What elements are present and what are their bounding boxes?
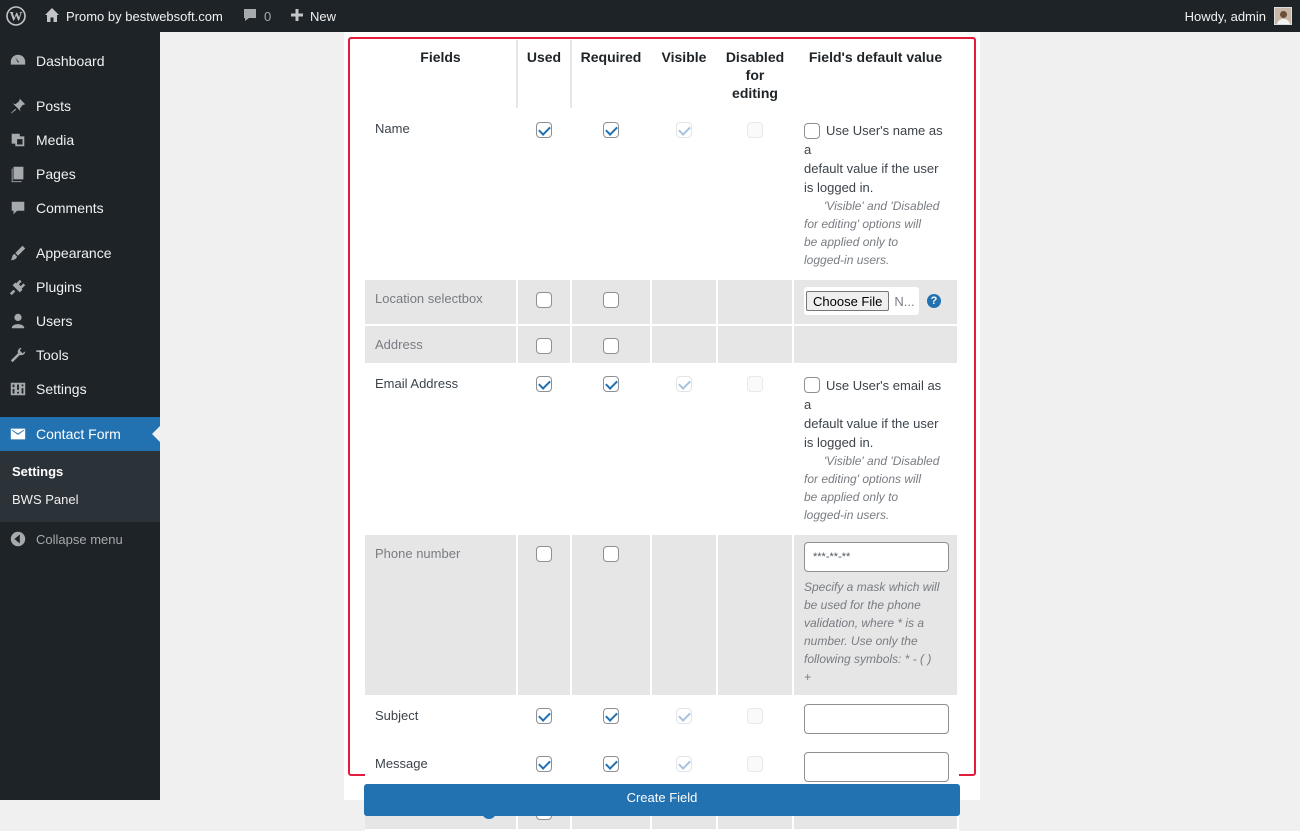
note-line: 'Visible' and 'Disabled xyxy=(824,453,940,468)
logged-in-note xyxy=(804,452,947,524)
note-line: logged-in users. xyxy=(804,253,890,267)
field-name: Subject xyxy=(375,707,419,723)
name-default-line: default value if the user xyxy=(804,161,939,176)
howdy-text: Howdy, admin xyxy=(1184,8,1266,24)
logged-in-note xyxy=(804,197,947,269)
use-user-name-checkbox[interactable] xyxy=(804,123,820,139)
field-name: Message xyxy=(375,755,428,771)
email-default-option xyxy=(804,376,947,452)
pages-icon xyxy=(0,165,36,183)
location-file-upload xyxy=(804,287,947,315)
header-default-value: Field's default value xyxy=(793,40,958,109)
required-checkbox[interactable] xyxy=(603,122,619,138)
table-row-subject xyxy=(365,696,958,744)
used-checkbox[interactable] xyxy=(536,546,552,562)
field-name: Email Address xyxy=(375,375,459,391)
comment-bubble-icon xyxy=(242,7,258,26)
phone-mask-help xyxy=(804,578,947,686)
envelope-icon xyxy=(0,425,36,443)
site-title: Promo by bestwebsoft.com xyxy=(66,8,223,24)
visible-checkbox xyxy=(676,708,692,724)
subject-default-input[interactable] xyxy=(804,704,949,734)
help-line: following symbols: * - ( ) xyxy=(804,651,932,666)
email-default-line: is logged in. xyxy=(804,434,874,450)
disabled-for-editing-checkbox xyxy=(747,376,763,392)
menu-label: Comments xyxy=(36,200,104,216)
media-icon xyxy=(0,131,36,149)
header-visible: Visible xyxy=(651,40,717,109)
header-required: Required xyxy=(571,40,651,109)
menu-label: Tools xyxy=(36,347,69,363)
menu-item-plugins[interactable] xyxy=(0,270,160,304)
fields-table xyxy=(365,40,959,831)
field-name: Location selectbox xyxy=(375,291,483,306)
menu-item-settings[interactable] xyxy=(0,372,160,406)
menu-label: Dashboard xyxy=(36,53,105,69)
menu-label: Contact Form xyxy=(36,426,121,442)
required-checkbox[interactable] xyxy=(603,546,619,562)
name-default-line: Use User's name as a xyxy=(804,123,943,157)
used-checkbox[interactable] xyxy=(536,292,552,308)
required-checkbox[interactable] xyxy=(603,338,619,354)
table-row-address xyxy=(365,325,958,364)
plus-icon xyxy=(290,8,304,25)
dashboard-icon xyxy=(0,52,36,70)
header-fields: Fields xyxy=(365,40,517,109)
note-line: logged-in users. xyxy=(804,507,890,522)
required-checkbox[interactable] xyxy=(603,292,619,308)
field-name: Name xyxy=(375,121,410,136)
required-checkbox[interactable] xyxy=(603,756,619,772)
email-default-line: Use User's email as a xyxy=(804,377,942,412)
admin-menu xyxy=(0,32,160,800)
menu-item-posts[interactable] xyxy=(0,89,160,123)
used-checkbox[interactable] xyxy=(536,708,552,724)
header-disabled-for-editing xyxy=(717,40,793,109)
collapse-menu-button[interactable] xyxy=(0,522,160,556)
used-checkbox[interactable] xyxy=(536,756,552,772)
comments-count: 0 xyxy=(264,8,272,24)
avatar xyxy=(1274,7,1292,25)
site-name-link[interactable] xyxy=(44,0,223,32)
note-line: be applied only to xyxy=(804,489,899,504)
help-line: + xyxy=(804,669,812,684)
table-row-location-selectbox xyxy=(365,279,958,325)
visible-checkbox xyxy=(676,122,692,138)
menu-item-pages[interactable] xyxy=(0,157,160,191)
menu-item-comments[interactable] xyxy=(0,191,160,225)
submenu-item-settings[interactable]: Settings xyxy=(12,464,64,479)
new-label: New xyxy=(310,8,337,24)
required-checkbox[interactable] xyxy=(603,376,619,392)
plugin-icon xyxy=(0,278,36,296)
comment-icon xyxy=(0,199,36,217)
comments-link[interactable] xyxy=(242,0,271,32)
used-checkbox[interactable] xyxy=(536,338,552,354)
menu-item-contact-form[interactable] xyxy=(0,417,160,451)
menu-label: Users xyxy=(36,313,73,329)
create-field-button[interactable]: Create Field xyxy=(364,784,960,816)
menu-item-media[interactable] xyxy=(0,123,160,157)
name-default-line: is logged in. xyxy=(804,180,874,195)
visible-checkbox xyxy=(676,376,692,392)
help-line: be used for the phone xyxy=(804,597,921,612)
menu-item-tools[interactable] xyxy=(0,338,160,372)
menu-label: Appearance xyxy=(36,245,112,261)
help-line: validation, where * is a xyxy=(804,615,925,630)
disabled-for-editing-checkbox xyxy=(747,122,763,138)
svg-text:W: W xyxy=(9,8,23,24)
user-icon xyxy=(0,312,36,330)
menu-label: Posts xyxy=(36,98,72,114)
used-checkbox[interactable] xyxy=(536,376,552,392)
header-used: Used xyxy=(517,40,571,109)
collapse-label: Collapse menu xyxy=(36,531,123,547)
field-name: Address xyxy=(375,337,423,352)
name-default-option xyxy=(804,121,947,197)
menu-item-users[interactable] xyxy=(0,304,160,338)
menu-item-appearance[interactable] xyxy=(0,236,160,270)
new-content-link[interactable] xyxy=(290,0,336,32)
table-row-name xyxy=(365,109,958,279)
table-row-email-address xyxy=(365,364,958,534)
disabled-for-editing-checkbox xyxy=(747,708,763,724)
note-line: 'Visible' and 'Disabled xyxy=(824,199,940,213)
menu-item-dashboard[interactable] xyxy=(0,44,160,78)
visible-checkbox xyxy=(676,756,692,772)
menu-label: Plugins xyxy=(36,279,82,295)
required-checkbox[interactable] xyxy=(603,708,619,724)
header-disabled-line: for xyxy=(745,67,765,83)
use-user-email-checkbox[interactable] xyxy=(804,377,820,393)
help-icon[interactable]: ? xyxy=(927,294,941,308)
my-account-menu[interactable] xyxy=(1185,0,1292,32)
header-disabled-line: Disabled xyxy=(725,49,785,65)
home-icon xyxy=(44,7,60,26)
settings-icon xyxy=(0,380,36,398)
field-name: Phone number xyxy=(375,545,461,561)
email-default-line: default value if the user xyxy=(804,415,939,431)
choose-file-button[interactable]: Choose File xyxy=(806,291,889,311)
file-status: N... xyxy=(894,293,915,309)
submenu-item-bws-panel[interactable]: BWS Panel xyxy=(12,492,79,507)
phone-mask-input[interactable] xyxy=(804,542,949,572)
brush-icon xyxy=(0,244,36,262)
admin-bar xyxy=(0,0,1300,32)
wrench-icon xyxy=(0,346,36,364)
note-line: for editing' options will xyxy=(804,471,922,486)
menu-label: Pages xyxy=(36,166,76,182)
wordpress-logo-icon[interactable] xyxy=(6,0,30,32)
pin-icon xyxy=(0,97,36,115)
header-disabled-line: editing xyxy=(732,85,778,101)
menu-label: Settings xyxy=(36,381,87,397)
message-default-input[interactable] xyxy=(804,752,949,782)
contact-form-submenu xyxy=(0,451,160,522)
table-row-phone-number xyxy=(365,534,958,696)
note-line: be applied only to xyxy=(804,235,899,249)
note-line: for editing' options will xyxy=(804,217,922,231)
menu-label: Media xyxy=(36,132,75,148)
collapse-arrow-icon xyxy=(0,530,36,548)
disabled-for-editing-checkbox xyxy=(747,756,763,772)
help-line: number. Use only the xyxy=(804,633,918,648)
help-line: Specify a mask which will xyxy=(804,579,940,594)
used-checkbox[interactable] xyxy=(536,122,552,138)
table-header-row xyxy=(365,40,958,109)
file-input[interactable] xyxy=(804,287,919,315)
